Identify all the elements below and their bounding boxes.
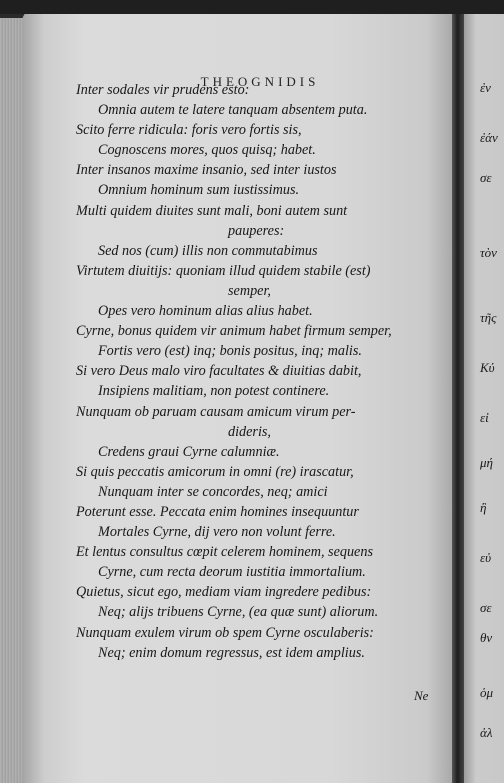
greek-fragment: τῆς xyxy=(480,310,497,325)
facing-page xyxy=(464,0,504,783)
verse-line: Et lentus consultus cœpit celerem hominem, sequens xyxy=(76,544,373,561)
verse-line: pauperes: xyxy=(228,222,285,239)
verse-line: Nunquam inter se concordes, neq; amici xyxy=(98,483,328,500)
greek-fragment: θν xyxy=(480,630,493,645)
greek-fragment: σε xyxy=(480,170,492,185)
verse-line: Nunquam exulem virum ob spem Cyrne osculaberis: xyxy=(76,624,374,641)
greek-fragment: σε xyxy=(480,600,492,615)
verse-line: Cyrne, cum recta deorum iustitia immortalium. xyxy=(98,564,366,581)
verse-line: Credens graui Cyrne calumniæ. xyxy=(98,443,280,460)
verse-line: Quietus, sicut ego, mediam viam ingredere pedibus: xyxy=(76,584,372,601)
verse-block xyxy=(76,80,456,663)
verse-line: Cognoscens mores, quos quisq; habet. xyxy=(98,142,316,159)
verse-line: semper, xyxy=(228,282,271,299)
verse-line: Cyrne, bonus quidem vir animum habet firmum semper, xyxy=(76,323,392,340)
verse-line: Omnia autem te latere tanquam absentem puta. xyxy=(98,102,368,119)
catchword: Ne xyxy=(414,688,429,703)
verse-line: Scito ferre ridicula: foris vero fortis sis, xyxy=(76,122,302,139)
verse-line: Inter sodales vir prudens esto: xyxy=(76,82,250,98)
verse-line: Neq; alijs tribuens Cyrne, (ea quæ sunt) aliorum. xyxy=(98,604,379,621)
greek-fragment: τὸν xyxy=(480,245,497,260)
running-head: THEOGNIDIS xyxy=(200,74,320,89)
greek-fragment: Κύ xyxy=(480,360,495,375)
verse-line: Multi quidem diuites sunt mali, boni autem sunt xyxy=(76,202,348,219)
verse-line: Insipiens malitiam, non potest continere. xyxy=(98,383,330,400)
greek-fragment: ἀλ xyxy=(480,725,493,740)
verse-line: Opes vero hominum alias alius habet. xyxy=(98,303,313,320)
greek-fragment: εἰ xyxy=(480,410,489,425)
verse-line: Mortales Cyrne, dij vero non volunt ferre. xyxy=(98,524,336,541)
greek-fragment: μή xyxy=(480,455,493,470)
verse-line: Virtutem diuitijs: quoniam illud quidem stabile (est) xyxy=(76,262,371,279)
greek-fragment: ὁμ xyxy=(480,685,494,700)
verse-line: Inter insanos maxime insanio, sed inter iustos xyxy=(76,162,337,179)
verse-line: dideris, xyxy=(228,423,271,440)
greek-fragment: ἢ xyxy=(480,500,487,515)
verse-line: Sed nos (cum) illis non commutabimus xyxy=(98,242,318,259)
verse-line: Poterunt esse. Peccata enim homines insequuntur xyxy=(76,503,359,520)
greek-fragment: ἐάν xyxy=(480,130,498,145)
verse-line: Si quis peccatis amicorum in omni (re) irascatur, xyxy=(76,463,354,480)
verse-line: Si vero Deus malo viro facultates & diuitias dabit, xyxy=(76,363,362,380)
greek-fragment: εὐ xyxy=(480,550,492,565)
verse-line: Neq; enim domum regressus, est idem amplius. xyxy=(98,644,365,661)
verse-line: Fortis vero (est) inq; bonis positus, inq; malis. xyxy=(98,343,362,360)
verse-line: Omnium hominum sum iustissimus. xyxy=(98,182,300,199)
top-shadow xyxy=(0,0,504,14)
verse-line: Nunquam ob paruam causam amicum virum per- xyxy=(76,403,356,420)
greek-fragment: ἐν xyxy=(480,80,491,95)
